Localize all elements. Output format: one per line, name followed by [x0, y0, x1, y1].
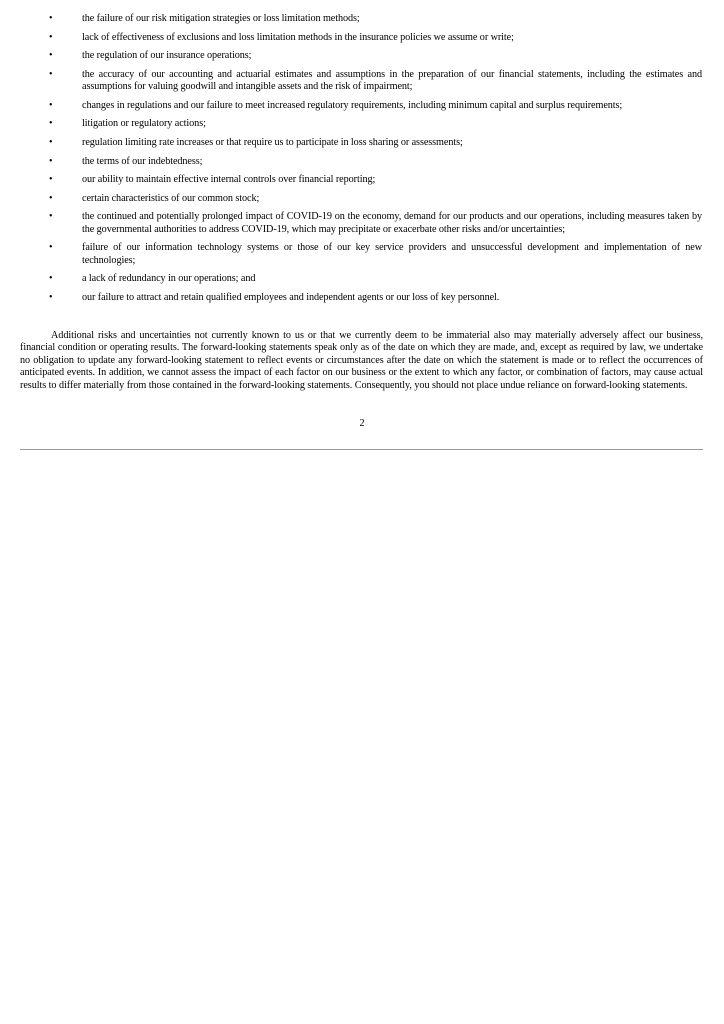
risk-factor-text: changes in regulations and our failure to meet increased regulatory requirements, including minimum capital and surplus requirements; [82, 99, 623, 111]
bullet-icon: • [49, 155, 53, 167]
risk-factor-item [0, 292, 724, 304]
risk-factor-text: regulation limiting rate increases or that require us to participate in loss sharing or assessments; [82, 136, 463, 148]
risk-factor-text: the accuracy of our accounting and actuarial estimates and assumptions in the preparation of our financial statements, including the estimates and assumptions for valuing goodwill and intangible assets and the risk of impairment; [82, 68, 702, 93]
bullet-icon: • [49, 68, 53, 80]
risk-factor-item [0, 193, 724, 205]
risk-factor-item [0, 100, 724, 112]
risk-factor-text: the continued and potentially prolonged impact of COVID-19 on the economy, demand for our products and our operations, including measures taken by the governmental authorities to address COVID-19, which may precipitate or exacerbate other risks and/or uncertainties; [82, 211, 702, 235]
risk-factor-list [0, 13, 724, 311]
bullet-icon: • [49, 174, 53, 186]
risk-factor-text: lack of effectiveness of exclusions and loss limitation methods in the insurance policies we assume or write; [82, 31, 514, 43]
page-number: 2 [359, 418, 365, 429]
bullet-icon: • [49, 99, 53, 111]
bullet-icon: • [49, 136, 53, 148]
risk-factor-text: our failure to attract and retain qualified employees and independent agents or our loss of key personnel. [82, 291, 500, 303]
risk-factor-item [0, 242, 724, 267]
bullet-icon: • [49, 291, 53, 303]
bullet-icon: • [49, 273, 53, 285]
bullet-icon: • [49, 192, 53, 204]
risk-factor-text: the failure of our risk mitigation strategies or loss limitation methods; [82, 13, 360, 24]
risk-factor-text: a lack of redundancy in our operations; and [82, 273, 256, 285]
bullet-icon: • [49, 31, 53, 43]
risk-factor-item [0, 156, 724, 168]
risk-factor-item [0, 137, 724, 149]
risk-factor-item [0, 32, 724, 44]
risk-factor-item [0, 211, 724, 236]
forward-looking-paragraph: Additional risks and uncertainties not currently known to us or that we currently deem to be immaterial also may materially adversely affect our business, financial condition or operating results. The forward-looking statements speak only as of the date on which they are made, and, except as required by law, we undertake no obligation to update any forward-looking statement to reflect events or circumstances after the date on which the statement is made or to reflect the occurrences of anticipated events. In addition, we cannot assess the impact of each factor on our business or the extent to which any factor, or combination of factors, may cause actual results to differ materially from those contained in the forward-looking statements. Consequently, you should not place undue reliance on forward-looking statements. [20, 330, 703, 391]
bullet-icon: • [49, 50, 53, 62]
risk-factor-text: litigation or regulatory actions; [82, 118, 206, 130]
risk-factor-text: the terms of our indebtedness; [82, 155, 203, 167]
bullet-icon: • [49, 211, 53, 223]
risk-factor-item [0, 13, 724, 25]
bullet-icon: • [49, 118, 53, 130]
risk-factor-item [0, 50, 724, 62]
risk-factor-item [0, 273, 724, 285]
risk-factor-text: certain characteristics of our common stock; [82, 192, 260, 204]
risk-factor-item [0, 118, 724, 130]
risk-factor-text: failure of our information technology systems or those of our key service providers and unsuccessful development and implementation of new technologies; [82, 242, 702, 266]
risk-factor-text: the regulation of our insurance operations; [82, 50, 252, 62]
bullet-icon: • [49, 242, 53, 254]
risk-factor-item [0, 69, 724, 94]
page-divider [20, 449, 703, 450]
risk-factor-item [0, 174, 724, 186]
risk-factor-text: our ability to maintain effective internal controls over financial reporting; [82, 174, 376, 186]
bullet-icon: • [49, 13, 53, 24]
